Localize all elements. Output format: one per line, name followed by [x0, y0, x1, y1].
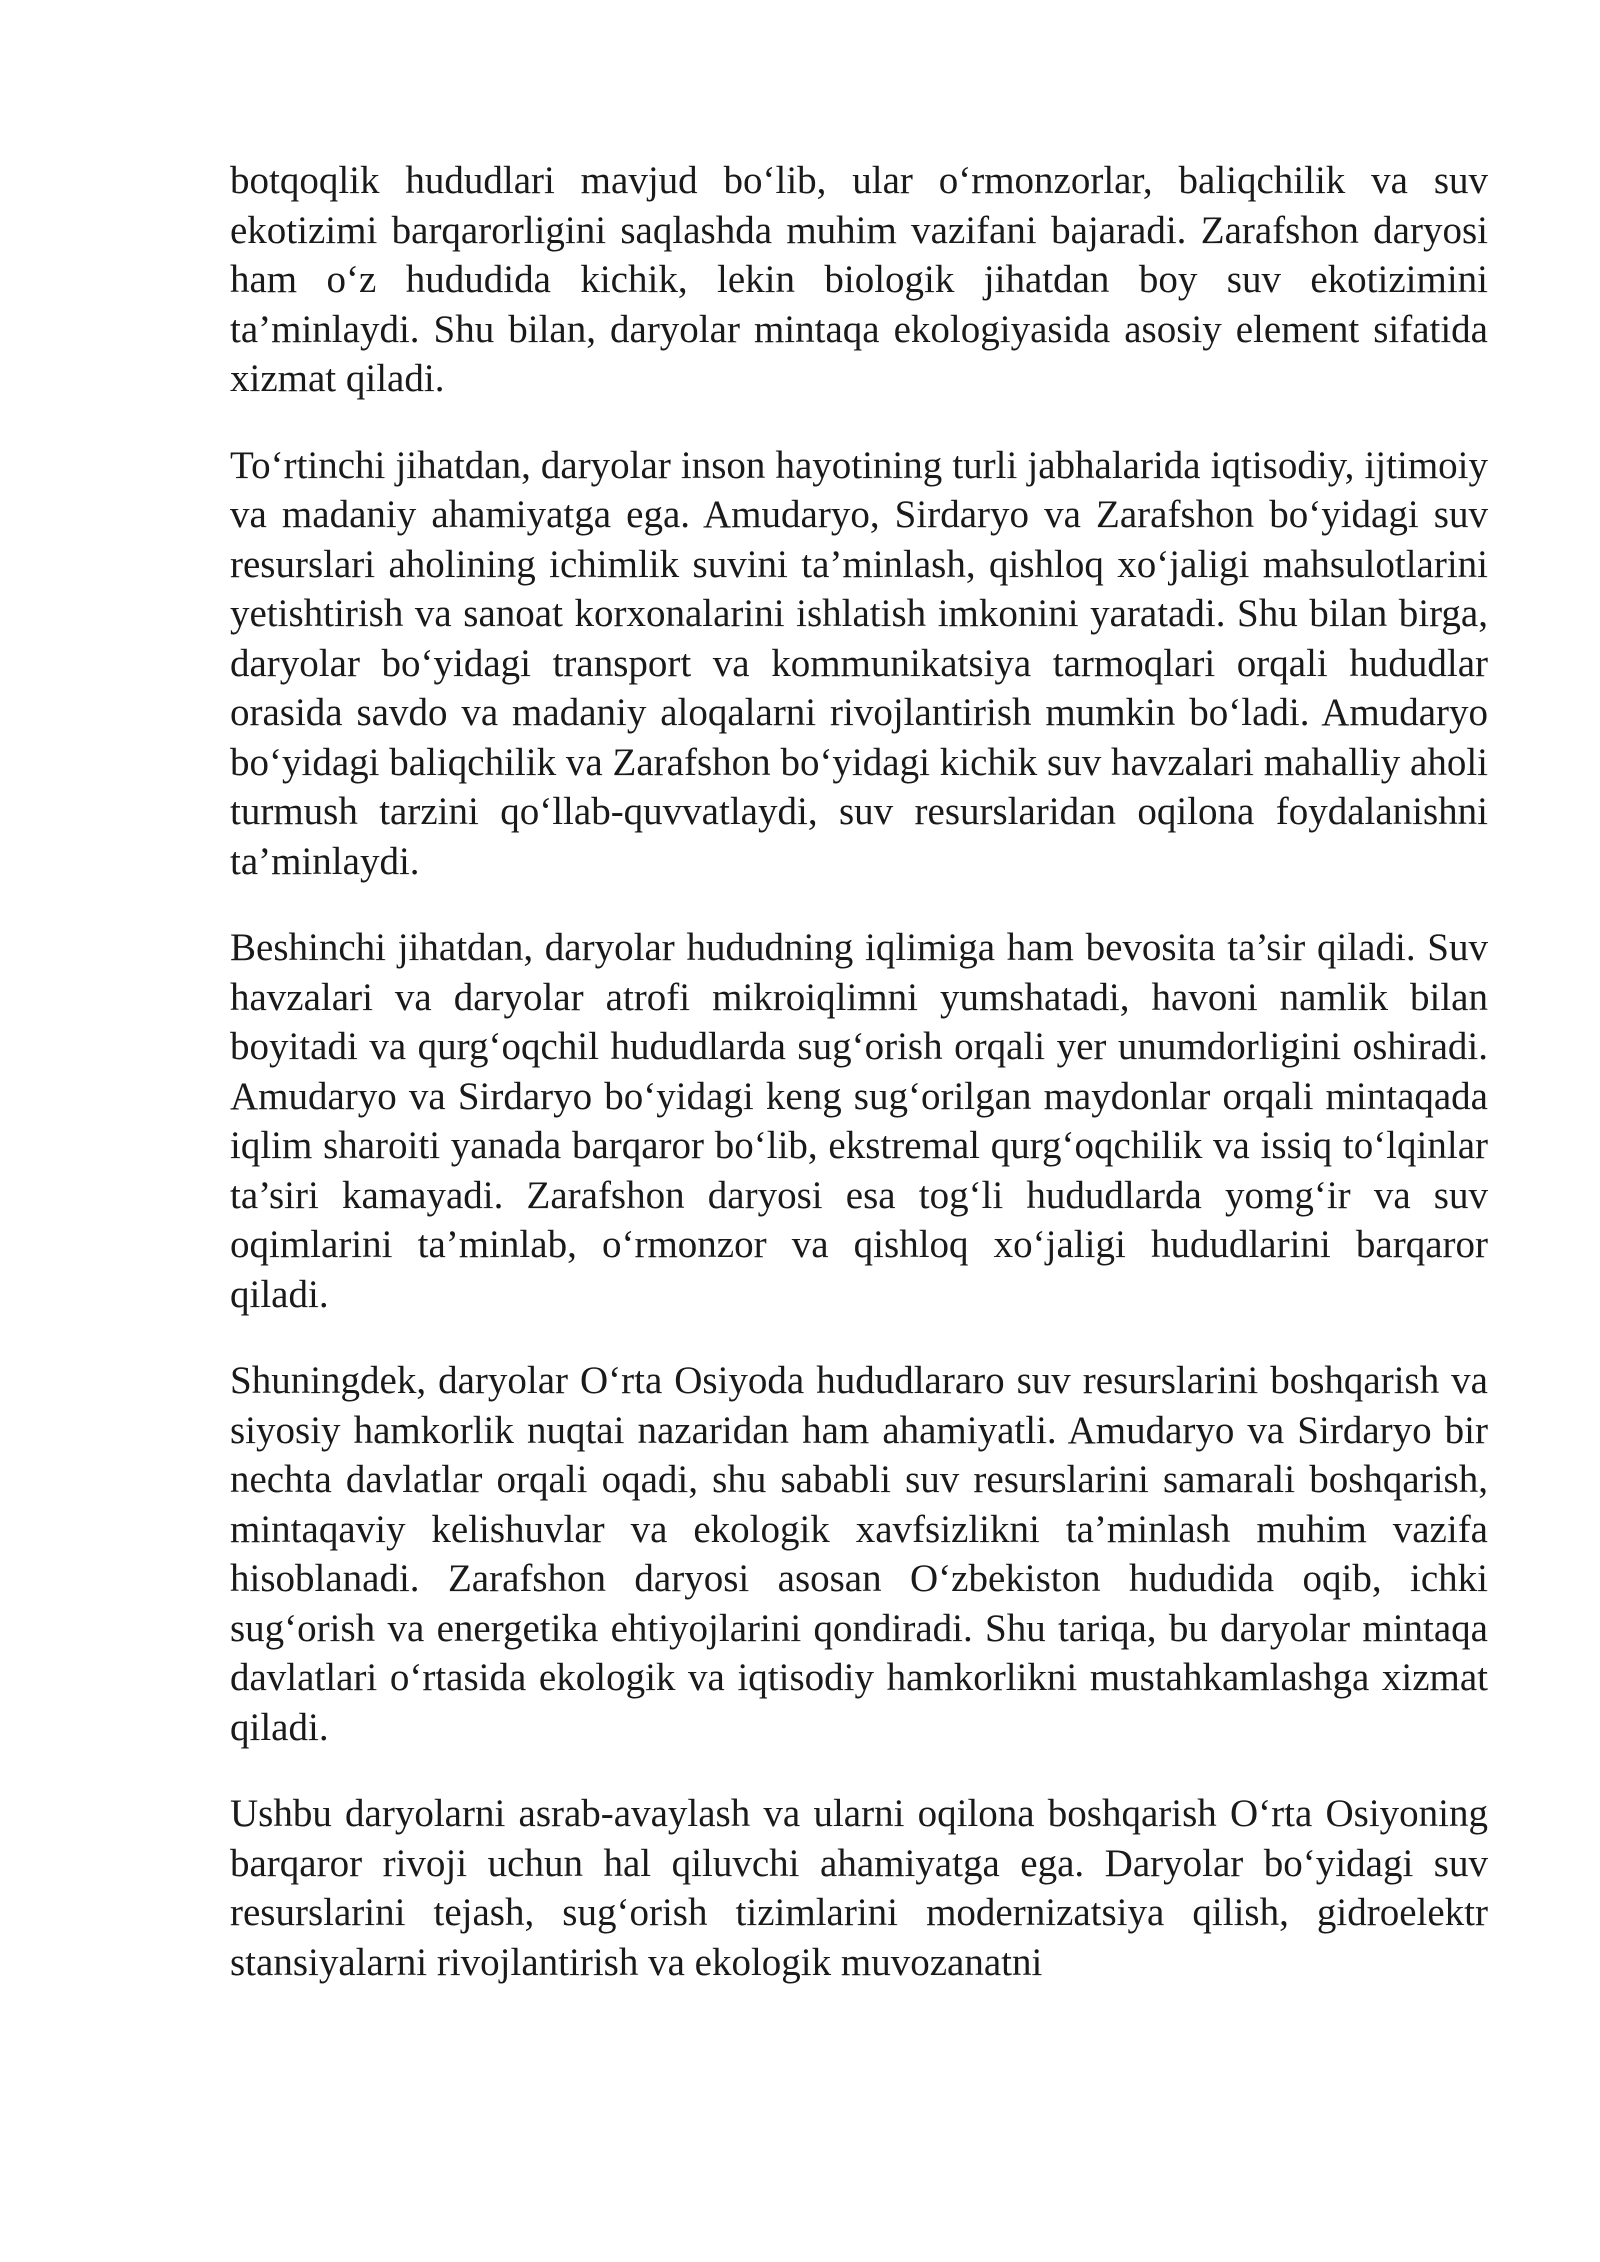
paragraph-2: To‘rtinchi jihatdan, daryolar inson hayotining turli jabhalarida iqtisodiy, ijtimoiy va madaniy ahamiyatga ega. Amudaryo, Sirdaryo va Zarafshon bo‘yidagi suv resurslari aholining ichimlik suvini ta’minlash, qishloq xo‘jaligi mahsulotlarini yetishtirish va sanoat korxonalarini ishlatish imkonini yaratadi. Shu bilan birga, daryolar bo‘yidagi transport va kommunikatsiya tarmoqlari orqali hududlar orasida savdo va madaniy aloqalarni rivojlantirish mumkin bo‘ladi. Amudaryo bo‘yidagi baliqchilik va Zarafshon bo‘yidagi kichik suv havzalari mahalliy aholi turmush tarzini qo‘llab-quvvatlaydi, suv resurslaridan oqilona foydalanishni ta’minlaydi. — [230, 443, 1488, 883]
paragraph-4: Shuningdek, daryolar O‘rta Osiyoda hududlararo suv resurslarini boshqarish va siyosiy hamkorlik nuqtai nazaridan ham ahamiyatli. Amudaryo va Sirdaryo bir nechta davlatlar orqali oqadi, shu sababli suv resurslarini samarali boshqarish, mintaqaviy kelishuvlar va ekologik xavfsizlikni ta’minlash muhim vazifa hisoblanadi. Zarafshon daryosi asosan O‘zbekiston hududida oqib, ichki sug‘orish va energetika ehtiyojlarini qondiradi. Shu tariqa, bu daryolar mintaqa davlatlari o‘rtasida ekologik va iqtisodiy hamkorlikni mustahkamlashga xizmat qiladi. — [230, 1359, 1488, 1749]
paragraph-3: Beshinchi jihatdan, daryolar hududning iqlimiga ham bevosita ta’sir qiladi. Suv havzalari va daryolar atrofi mikroiqlimni yumshatadi, havoni namlik bilan boyitadi va qurg‘oqchil hududlarda sug‘orish orqali yer unumdorligini oshiradi. Amudaryo va Sirdaryo bo‘yidagi keng sug‘orilgan maydonlar orqali mintaqada iqlim sharoiti yanada barqaror bo‘lib, ekstremal qurg‘oqchilik va issiq to‘lqinlar ta’siri kamayadi. Zarafshon daryosi esa tog‘li hududlarda yomg‘ir va suv oqimlarini ta’minlab, o‘rmonzor va qishloq xo‘jaligi hududlarini barqaror qiladi. — [230, 926, 1488, 1316]
paragraph-1: botqoqlik hududlari mavjud bo‘lib, ular o‘rmonzorlar, baliqchilik va suv ekotizimi barqarorligini saqlashda muhim vazifani bajaradi. Zarafshon daryosi ham o‘z hududida kichik, lekin biologik jihatdan boy suv ekotizimini ta’minlaydi. Shu bilan, daryolar mintaqa ekologiyasida asosiy element sifatida xizmat qiladi. — [230, 159, 1488, 400]
document-body — [230, 156, 1488, 1987]
paragraph-5: Ushbu daryolarni asrab-avaylash va ularni oqilona boshqarish O‘rta Osiyoning barqaror rivoji uchun hal qiluvchi ahamiyatga ega. Daryolar bo‘yidagi suv resurslarini tejash, sug‘orish tizimlarini modernizatsiya qilish, gidroelektr stansiyalarni rivojlantirish va ekologik muvozanatni — [230, 1792, 1488, 1984]
